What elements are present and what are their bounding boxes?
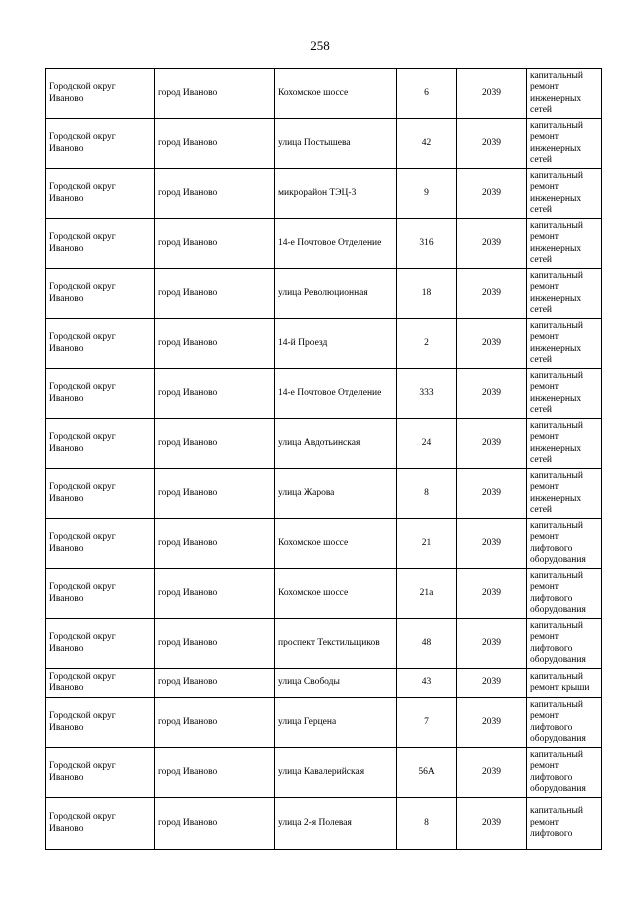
street-cell: улица Жарова bbox=[275, 469, 397, 519]
year-cell: 2039 bbox=[457, 569, 527, 619]
street-cell: улица 2-я Полевая bbox=[275, 798, 397, 850]
work-type-cell: капитальный ремонт лифтового оборудования bbox=[527, 698, 602, 748]
city-cell: город Иваново bbox=[155, 269, 275, 319]
district-cell: Городской округ Иваново bbox=[46, 698, 155, 748]
district-cell: Городской округ Иваново bbox=[46, 798, 155, 850]
street-cell: Кохомское шоссе bbox=[275, 69, 397, 119]
house-number-cell: 6 bbox=[397, 69, 457, 119]
house-number-cell: 2 bbox=[397, 319, 457, 369]
city-cell: город Иваново bbox=[155, 69, 275, 119]
city-cell: город Иваново bbox=[155, 419, 275, 469]
street-cell: 14-й Проезд bbox=[275, 319, 397, 369]
work-type-cell: капитальный ремонт инженерных сетей bbox=[527, 469, 602, 519]
work-type-cell: капитальный ремонт инженерных сетей bbox=[527, 319, 602, 369]
work-type-cell: капитальный ремонт лифтового оборудования bbox=[527, 619, 602, 669]
table-row bbox=[46, 369, 602, 419]
district-cell: Городской округ Иваново bbox=[46, 269, 155, 319]
year-cell: 2039 bbox=[457, 519, 527, 569]
year-cell: 2039 bbox=[457, 798, 527, 850]
house-number-cell: 18 bbox=[397, 269, 457, 319]
work-type-cell: капитальный ремонт инженерных сетей bbox=[527, 369, 602, 419]
year-cell: 2039 bbox=[457, 119, 527, 169]
year-cell: 2039 bbox=[457, 748, 527, 798]
work-type-cell: капитальный ремонт крыши bbox=[527, 669, 602, 698]
house-number-cell: 316 bbox=[397, 219, 457, 269]
city-cell: город Иваново bbox=[155, 319, 275, 369]
repair-schedule-table bbox=[45, 68, 602, 850]
district-cell: Городской округ Иваново bbox=[46, 469, 155, 519]
district-cell: Городской округ Иваново bbox=[46, 369, 155, 419]
year-cell: 2039 bbox=[457, 319, 527, 369]
district-cell: Городской округ Иваново bbox=[46, 69, 155, 119]
street-cell: Кохомское шоссе bbox=[275, 569, 397, 619]
work-type-cell: капитальный ремонт инженерных сетей bbox=[527, 69, 602, 119]
district-cell: Городской округ Иваново bbox=[46, 169, 155, 219]
city-cell: город Иваново bbox=[155, 469, 275, 519]
house-number-cell: 42 bbox=[397, 119, 457, 169]
street-cell: улица Свободы bbox=[275, 669, 397, 698]
street-cell: улица Революционная bbox=[275, 269, 397, 319]
district-cell: Городской округ Иваново bbox=[46, 319, 155, 369]
street-cell: проспект Текстильщиков bbox=[275, 619, 397, 669]
street-cell: улица Кавалерийская bbox=[275, 748, 397, 798]
street-cell: 14-е Почтовое Отделение bbox=[275, 219, 397, 269]
year-cell: 2039 bbox=[457, 369, 527, 419]
city-cell: город Иваново bbox=[155, 619, 275, 669]
year-cell: 2039 bbox=[457, 698, 527, 748]
house-number-cell: 8 bbox=[397, 798, 457, 850]
city-cell: город Иваново bbox=[155, 569, 275, 619]
city-cell: город Иваново bbox=[155, 219, 275, 269]
table-row bbox=[46, 519, 602, 569]
city-cell: город Иваново bbox=[155, 669, 275, 698]
table-row bbox=[46, 269, 602, 319]
house-number-cell: 21 bbox=[397, 519, 457, 569]
work-type-cell: капитальный ремонт лифтового оборудования bbox=[527, 569, 602, 619]
table-row bbox=[46, 469, 602, 519]
year-cell: 2039 bbox=[457, 419, 527, 469]
house-number-cell: 48 bbox=[397, 619, 457, 669]
year-cell: 2039 bbox=[457, 469, 527, 519]
year-cell: 2039 bbox=[457, 219, 527, 269]
table-row bbox=[46, 319, 602, 369]
table-row bbox=[46, 69, 602, 119]
table-row bbox=[46, 748, 602, 798]
street-cell: улица Герцена bbox=[275, 698, 397, 748]
house-number-cell: 8 bbox=[397, 469, 457, 519]
year-cell: 2039 bbox=[457, 69, 527, 119]
table-row bbox=[46, 569, 602, 619]
city-cell: город Иваново bbox=[155, 748, 275, 798]
work-type-cell: капитальный ремонт лифтового bbox=[527, 798, 602, 850]
house-number-cell: 21а bbox=[397, 569, 457, 619]
street-cell: улица Постышева bbox=[275, 119, 397, 169]
district-cell: Городской округ Иваново bbox=[46, 219, 155, 269]
table-row bbox=[46, 119, 602, 169]
district-cell: Городской округ Иваново bbox=[46, 119, 155, 169]
table-row bbox=[46, 798, 602, 850]
work-type-cell: капитальный ремонт инженерных сетей bbox=[527, 419, 602, 469]
table-row bbox=[46, 698, 602, 748]
table-row bbox=[46, 419, 602, 469]
city-cell: город Иваново bbox=[155, 119, 275, 169]
work-type-cell: капитальный ремонт инженерных сетей bbox=[527, 269, 602, 319]
street-cell: 14-е Почтовое Отделение bbox=[275, 369, 397, 419]
district-cell: Городской округ Иваново bbox=[46, 519, 155, 569]
table-row bbox=[46, 219, 602, 269]
district-cell: Городской округ Иваново bbox=[46, 669, 155, 698]
work-type-cell: капитальный ремонт инженерных сетей bbox=[527, 119, 602, 169]
district-cell: Городской округ Иваново bbox=[46, 419, 155, 469]
table-row bbox=[46, 619, 602, 669]
year-cell: 2039 bbox=[457, 669, 527, 698]
work-type-cell: капитальный ремонт лифтового оборудования bbox=[527, 748, 602, 798]
house-number-cell: 43 bbox=[397, 669, 457, 698]
district-cell: Городской округ Иваново bbox=[46, 619, 155, 669]
year-cell: 2039 bbox=[457, 169, 527, 219]
city-cell: город Иваново bbox=[155, 369, 275, 419]
work-type-cell: капитальный ремонт инженерных сетей bbox=[527, 219, 602, 269]
year-cell: 2039 bbox=[457, 269, 527, 319]
table-row bbox=[46, 669, 602, 698]
page-number: 258 bbox=[310, 38, 330, 53]
house-number-cell: 9 bbox=[397, 169, 457, 219]
work-type-cell: капитальный ремонт лифтового оборудования bbox=[527, 519, 602, 569]
house-number-cell: 7 bbox=[397, 698, 457, 748]
work-type-cell: капитальный ремонт инженерных сетей bbox=[527, 169, 602, 219]
table-row bbox=[46, 169, 602, 219]
house-number-cell: 333 bbox=[397, 369, 457, 419]
district-cell: Городской округ Иваново bbox=[46, 569, 155, 619]
city-cell: город Иваново bbox=[155, 519, 275, 569]
city-cell: город Иваново bbox=[155, 698, 275, 748]
city-cell: город Иваново bbox=[155, 798, 275, 850]
house-number-cell: 24 bbox=[397, 419, 457, 469]
city-cell: город Иваново bbox=[155, 169, 275, 219]
street-cell: микрорайон ТЭЦ-3 bbox=[275, 169, 397, 219]
street-cell: Кохомское шоссе bbox=[275, 519, 397, 569]
district-cell: Городской округ Иваново bbox=[46, 748, 155, 798]
house-number-cell: 56А bbox=[397, 748, 457, 798]
year-cell: 2039 bbox=[457, 619, 527, 669]
street-cell: улица Авдотьинская bbox=[275, 419, 397, 469]
